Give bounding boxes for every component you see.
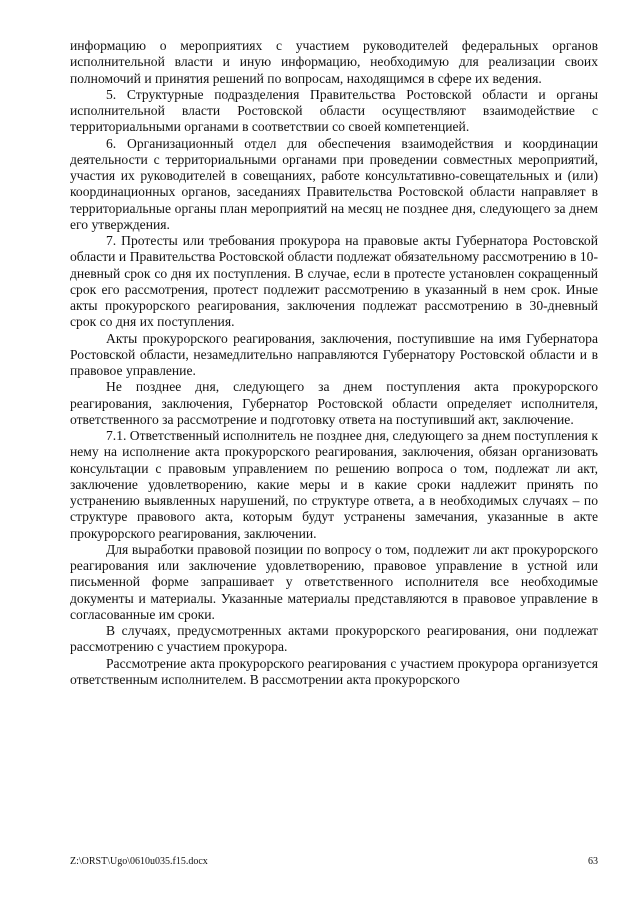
paragraph: Акты прокурорского реагирования, заключения, поступившие на имя Губернатора Ростовской области, незамедлительно направляются Губернатору Ростовской области и в правовое управление. (70, 330, 598, 378)
paragraph: Для выработки правовой позиции по вопросу о том, подлежит ли акт прокурорского реагирования или заключение удовлетворению, правовое управление в устной или письменной форме запрашивает у ответственного исполнителя все необходимые документы и материалы. Указанные материалы представляются в правовое управление в согласованные им сроки. (70, 541, 598, 622)
paragraph: 6. Организационный отдел для обеспечения взаимодействия и координации деятельности с территориальными органами при проведении совместных мероприятий, участия их руководителей в совещаниях, работе консультативно-совещательных и (или) координационных органов, заседаниях Правительства Ростовской области направляет в территориальные органы план мероприятий на месяц не позднее дня, следующего за днем его утверждения. (70, 135, 598, 232)
paragraph: 5. Структурные подразделения Правительства Ростовской области и органы исполнительной власти Ростовской области осуществляют взаимодействие с территориальными органами в соответствии со своей компетенцией. (70, 86, 598, 135)
paragraph: информацию о мероприятиях с участием руководителей федеральных органов исполнительной власти и иную информацию, необходимую для реализации своих полномочий и принятия решений по вопросам, находящимся в сфере их ведения. (70, 38, 598, 86)
file-path: Z:\ORST\Ugo\0610u035.f15.docx (70, 856, 208, 867)
document-page (70, 38, 598, 688)
paragraph: 7. Протесты или требования прокурора на правовые акты Губернатора Ростовской области и Правительства Ростовской области подлежат обязательному рассмотрению в 10-дневный срок со дня их поступления. В случае, если в протесте установлен сокращенный срок его рассмотрения, протест подлежит рассмотрению в указанный в нем срок. Иные акты прокурорского реагирования, заключения подлежат рассмотрению в 30-дневный срок со дня их поступления. (70, 233, 598, 330)
paragraph: 7.1. Ответственный исполнитель не позднее дня, следующего за днем поступления к нему на исполнение акта прокурорского реагирования, заключения, обязан организовать консультации с правовым управлением по решению вопроса о том, подлежат ли акт, заключение удовлетворению, какие меры и в какие сроки надлежит принять по устранению выявленных нарушений, по структуре ответа, а в необходимых случаях – по структуре правового акта, которым будут устранены замечания, указанные в акте прокурорского реагирования, заключении. (70, 428, 598, 541)
paragraph: Не позднее дня, следующего за днем поступления акта прокурорского реагирования, заключения, Губернатор Ростовской области определяет исполнителя, ответственного за рассмотрение и подготовку ответа на поступивший акт, заключение. (70, 379, 598, 427)
paragraph: Рассмотрение акта прокурорского реагирования с участием прокурора организуется ответственным исполнителем. В рассмотрении акта прокурорского (70, 655, 598, 687)
paragraph: В случаях, предусмотренных актами прокурорского реагирования, они подлежат рассмотрению с участием прокурора. (70, 623, 598, 655)
page-number: 63 (588, 856, 598, 867)
